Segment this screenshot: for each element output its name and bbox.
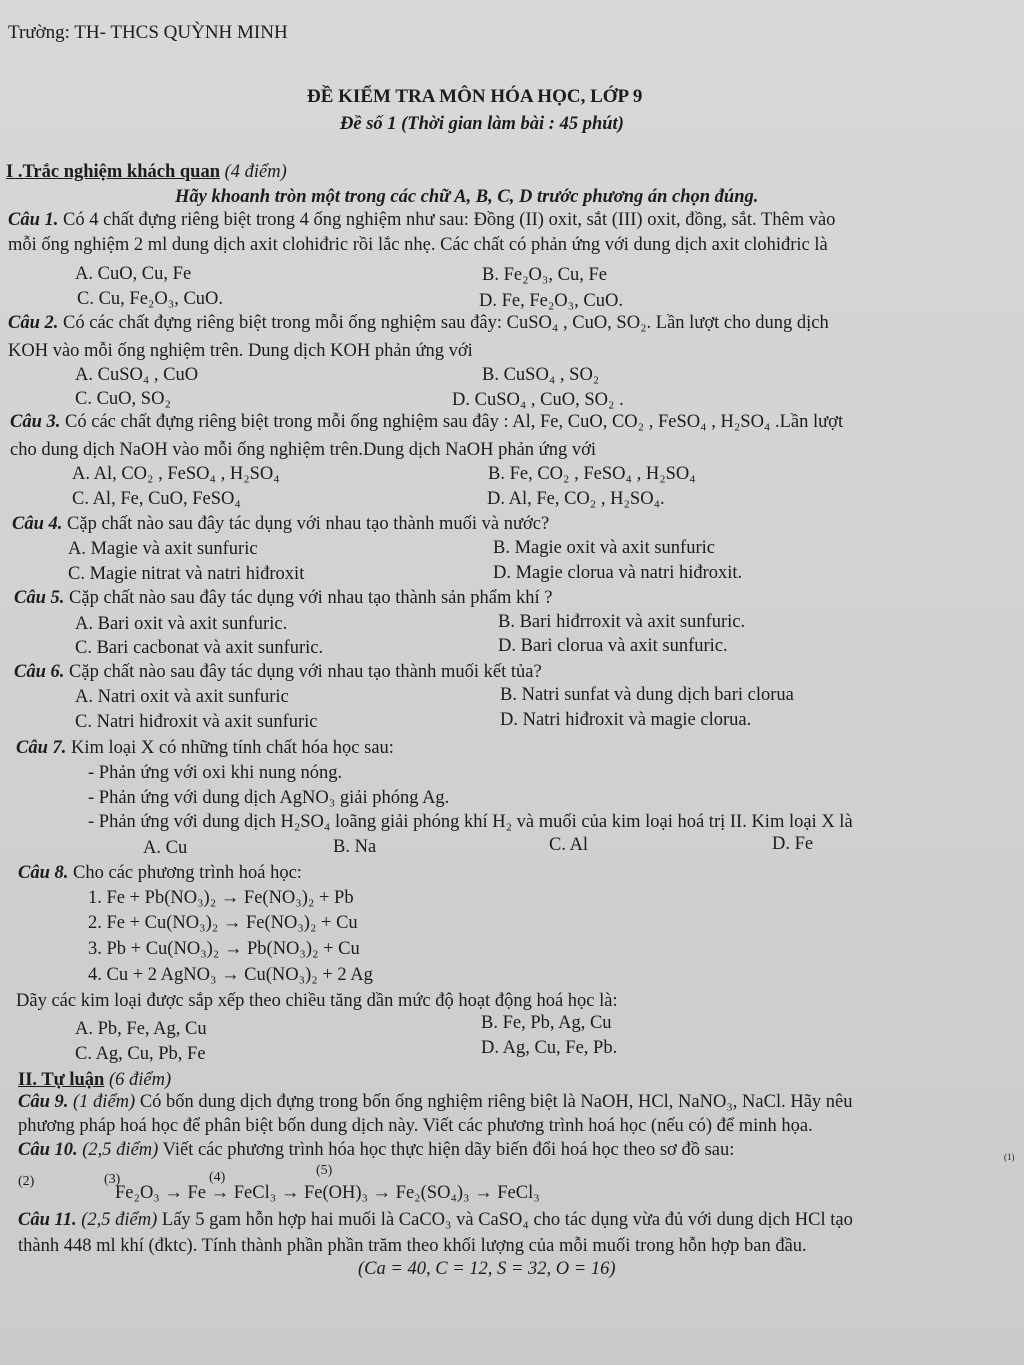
q3-label: Câu 3.: [10, 412, 61, 432]
q8-equation-3: 3. Pb + Cu(NO₃)₂ → Pb(NO₃)₂ + Cu: [88, 939, 360, 959]
q4-stem-line1: [12, 513, 549, 535]
q3-text1: Có các chất đựng riêng biệt trong mỗi ống nghiệm sau đây : Al, Fe, CuO, CO₂ , FeSO₄ , H₂SO₄ .Lần lượt: [65, 412, 844, 432]
q11-label: Câu 11.: [18, 1210, 77, 1230]
q9-text2: phương pháp hoá học để phân biệt bốn dung dịch này. Viết các phương trình hoá học (nếu có) để minh họa.: [18, 1116, 813, 1136]
q8-text1: Cho các phương trình hoá học:: [73, 863, 302, 883]
q5-stem-line1: [14, 587, 552, 609]
school-name: Trường: TH- THCS QUỲNH MINH: [8, 22, 288, 43]
q4-label: Câu 4.: [12, 514, 63, 534]
q2-option-d: D. CuSO₄ , CuO, SO₂ .: [452, 390, 624, 410]
q4-option-b: B. Magie oxit và axit sunfuric: [493, 538, 715, 558]
q8-stem-line1: [18, 862, 302, 884]
q2-option-a: A. CuSO₄ , CuO: [75, 365, 199, 385]
q2-text1: Có các chất đựng riêng biệt trong mỗi ống nghiệm sau đây: CuSO₄ , CuO, SO₂. Lần lượt cho dung dịch: [63, 313, 829, 333]
part1-heading: I .Trắc nghiệm khách quan: [6, 162, 220, 182]
part1-heading-row: [6, 161, 287, 183]
q4-option-d: D. Magie clorua và natri hiđroxit.: [493, 563, 743, 583]
q6-text1: Cặp chất nào sau đây tác dụng với nhau tạo thành muối kết tủa?: [69, 662, 542, 682]
q11-points: (2,5 điểm): [81, 1210, 158, 1230]
q4-option-c: C. Magie nitrat và natri hiđroxit: [68, 564, 305, 584]
q10-step-5: (5): [316, 1163, 333, 1178]
q5-label: Câu 5.: [14, 588, 65, 608]
q7-option-b: B. Na: [333, 837, 377, 857]
part1-points: (4 điểm): [224, 162, 287, 182]
q7-option-d: D. Fe: [772, 834, 814, 854]
q10-stem-line1: [18, 1139, 734, 1161]
part1-instruction: Hãy khoanh tròn một trong các chữ A, B, C, D trước phương án chọn đúng.: [175, 187, 759, 207]
q2-text2: KOH vào mỗi ống nghiệm trên. Dung dịch KOH phản ứng với: [8, 341, 473, 361]
q8-option-d: D. Ag, Cu, Fe, Pb.: [481, 1038, 618, 1058]
q1-label: Câu 1.: [8, 210, 59, 230]
q10-step-4: (4): [209, 1170, 226, 1185]
q5-option-b: B. Bari hiđrroxit và axit sunfuric.: [498, 612, 746, 632]
q7-property-2: - Phản ứng với dung dịch AgNO₃ giải phóng Ag.: [88, 788, 450, 808]
q7-text1: Kim loại X có những tính chất hóa học sau:: [71, 738, 394, 758]
q1-text2: mỗi ống nghiệm 2 ml dung dịch axit clohiđric rồi lắc nhẹ. Các chất có phản ứng với dung dịch axit clohiđric là: [8, 235, 828, 255]
q5-option-a: A. Bari oxit và axit sunfuric.: [75, 614, 288, 634]
q5-option-d: D. Bari clorua và axit sunfuric.: [498, 636, 728, 656]
q6-stem-line1: [14, 661, 542, 683]
part2-heading: II. Tự luận: [18, 1070, 105, 1090]
q8-equation-4: 4. Cu + 2 AgNO₃ → Cu(NO₃)₂ + 2 Ag: [88, 965, 373, 985]
q10-text1: Viết các phương trình hóa học thực hiện dãy biến đổi hoá học theo sơ đồ sau:: [162, 1140, 735, 1160]
q1-stem-line1: [8, 209, 835, 231]
q2-option-b: B. CuSO₄ , SO₂: [482, 365, 600, 385]
q5-option-c: C. Bari cacbonat và axit sunfuric.: [75, 638, 324, 658]
q9-label: Câu 9.: [18, 1092, 69, 1112]
part2-heading-row: [18, 1069, 171, 1091]
q3-option-d: D. Al, Fe, CO₂ , H₂SO₄.: [487, 489, 665, 509]
q9-stem-line1: [18, 1091, 853, 1113]
q3-stem-line1: [10, 411, 843, 433]
q10-points: (2,5 điểm): [82, 1140, 159, 1160]
q10-label: Câu 10.: [18, 1140, 78, 1160]
q7-option-c: C. Al: [549, 835, 589, 855]
q7-property-3: - Phản ứng với dung dịch H₂SO₄ loãng giải phóng khí H₂ và muối của kim loại hoá trị II. Kim loại X là: [88, 812, 853, 832]
q3-option-b: B. Fe, CO₂ , FeSO₄ , H₂SO₄: [488, 464, 696, 484]
q3-text2: cho dung dịch NaOH vào mỗi ống nghiệm trên.Dung dịch NaOH phản ứng với: [10, 440, 597, 460]
q8-label: Câu 8.: [18, 863, 69, 883]
part2-points: (6 điểm): [108, 1070, 172, 1090]
q8-equation-2: 2. Fe + Cu(NO₃)₂ → Fe(NO₃)₂ + Cu: [88, 913, 358, 933]
q1-option-c: C. Cu, Fe₂O₃, CuO.: [77, 289, 224, 309]
q7-option-a: A. Cu: [143, 838, 188, 858]
q11-text2: thành 448 ml khí (đktc). Tính thành phần phần trăm theo khối lượng của mỗi muối trong hỗn hợp ban đầu.: [18, 1236, 807, 1256]
q1-option-b: B. Fe₂O₃, Cu, Fe: [482, 265, 607, 285]
q10-scheme: Fe₂O₃ → Fe → FeCl₃ → Fe(OH)₃ → Fe₂(SO₄)₃ → FeCl₃: [115, 1183, 540, 1203]
q6-option-d: D. Natri hiđroxit và magie clorua.: [500, 710, 752, 730]
exam-subtitle: Đề số 1 (Thời gian làm bài : 45 phút): [340, 114, 624, 134]
q3-option-c: C. Al, Fe, CuO, FeSO₄: [72, 489, 241, 509]
q8-text2: Dãy các kim loại được sắp xếp theo chiều tăng dần mức độ hoạt động hoá học là:: [16, 991, 618, 1011]
q8-option-b: B. Fe, Pb, Ag, Cu: [481, 1013, 612, 1033]
q1-option-d: D. Fe, Fe₂O₃, CuO.: [479, 291, 623, 311]
q1-text1: Có 4 chất đựng riêng biệt trong 4 ống nghiệm như sau: Đồng (II) oxit, sắt (III) oxit, đồng, sắt. Thêm vào: [63, 210, 836, 230]
q11-stem-line1: [18, 1209, 853, 1231]
q6-option-b: B. Natri sunfat và dung dịch bari clorua: [500, 685, 794, 705]
q2-option-c: C. CuO, SO₂: [75, 389, 171, 409]
q10-step-2: (2): [18, 1174, 35, 1189]
q10-step-3: (3): [104, 1172, 121, 1187]
q7-property-1: - Phản ứng với oxi khi nung nóng.: [88, 763, 343, 783]
q4-option-a: A. Magie và axit sunfuric: [68, 539, 258, 559]
q8-option-a: A. Pb, Fe, Ag, Cu: [75, 1019, 207, 1039]
q4-text1: Cặp chất nào sau đây tác dụng với nhau tạo thành muối và nước?: [67, 514, 550, 534]
q11-text1: Lấy 5 gam hỗn hợp hai muối là CaCO₃ và CaSO₄ cho tác dụng vừa đủ với dung dịch HCl tạo: [161, 1210, 853, 1230]
q5-text1: Cặp chất nào sau đây tác dụng với nhau tạo thành sản phẩm khí ?: [69, 588, 553, 608]
q6-option-c: C. Natri hiđroxit và axit sunfuric: [75, 712, 318, 732]
q8-equation-1: 1. Fe + Pb(NO₃)₂ → Fe(NO₃)₂ + Pb: [88, 888, 354, 908]
q9-points: (1 điểm): [73, 1092, 136, 1112]
q7-label: Câu 7.: [16, 738, 67, 758]
q6-label: Câu 6.: [14, 662, 65, 682]
exam-title: ĐỀ KIỂM TRA MÔN HÓA HỌC, LỚP 9: [307, 86, 643, 107]
q7-stem-line1: [16, 737, 394, 759]
q11-atomic-masses: (Ca = 40, C = 12, S = 32, O = 16): [358, 1259, 616, 1279]
q9-text1: Có bốn dung dịch đựng trong bốn ống nghiệm riêng biệt là NaOH, HCl, NaNO₃, NaCl. Hãy nêu: [139, 1092, 853, 1112]
q6-option-a: A. Natri oxit và axit sunfuric: [75, 687, 289, 707]
q1-option-a: A. CuO, Cu, Fe: [75, 264, 192, 284]
q10-step-1: (1): [1004, 1152, 1015, 1162]
q2-label: Câu 2.: [8, 313, 59, 333]
q2-stem-line1: [8, 312, 829, 334]
q3-option-a: A. Al, CO₂ , FeSO₄ , H₂SO₄: [72, 464, 280, 484]
q8-option-c: C. Ag, Cu, Pb, Fe: [75, 1044, 206, 1064]
